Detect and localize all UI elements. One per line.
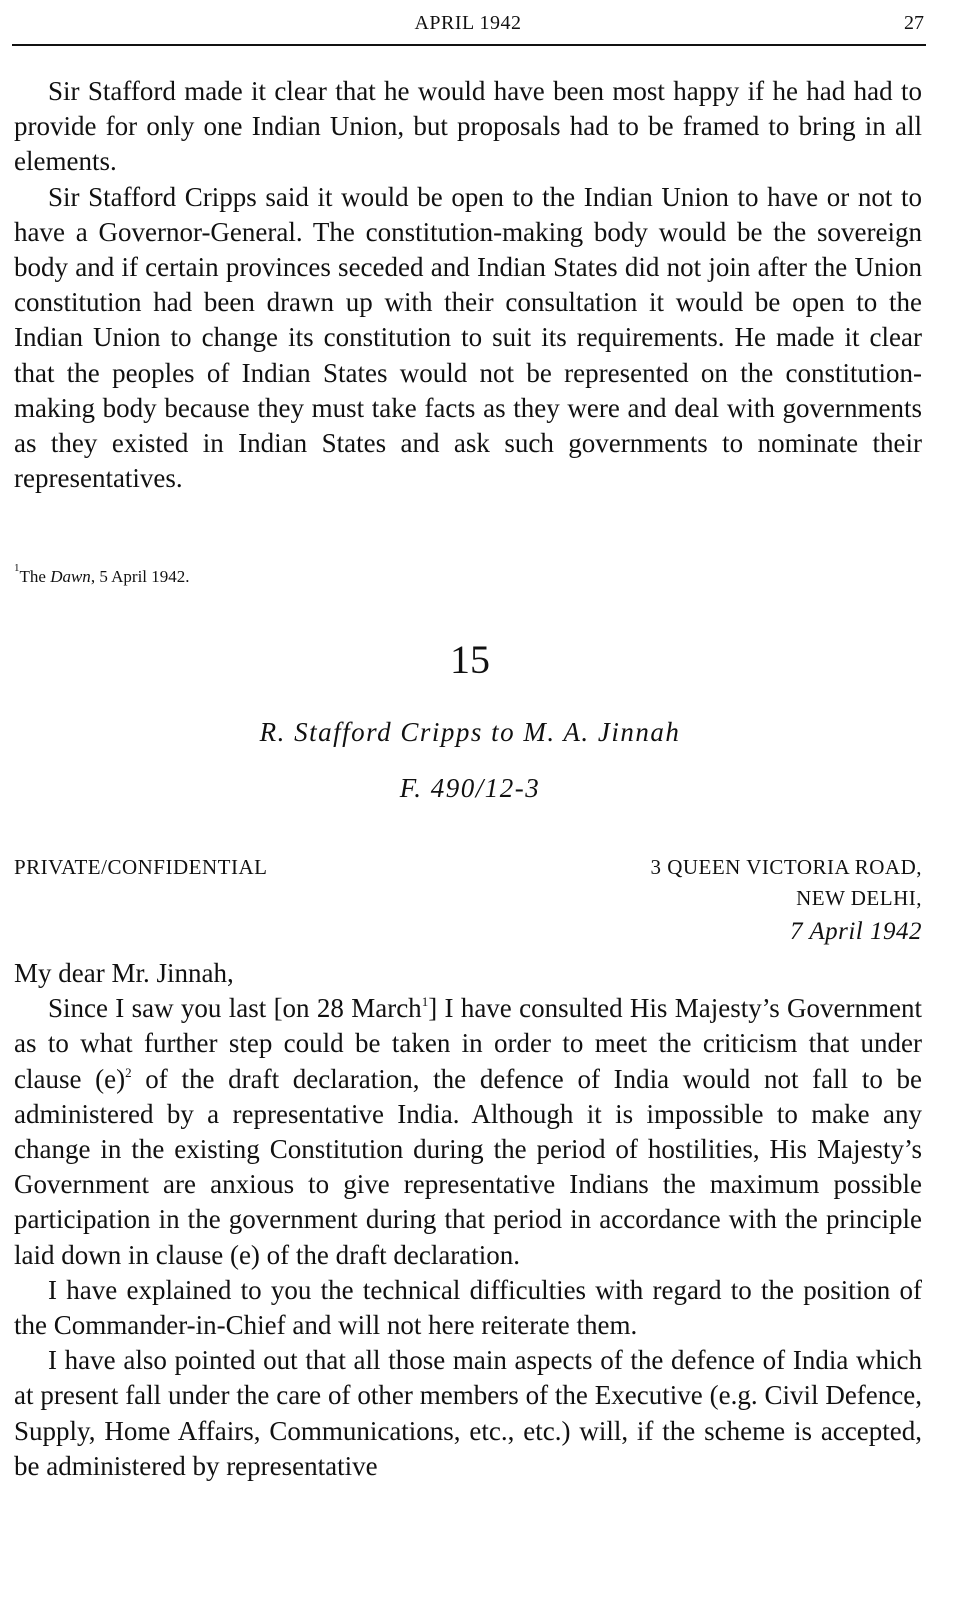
footnote-marker: 1	[14, 562, 20, 574]
running-title: APRIL 1942	[414, 12, 522, 34]
document-reference: F. 490/12-3	[399, 773, 541, 803]
address-line: NEW DELHI,	[796, 886, 922, 910]
footnote-source: Dawn	[50, 567, 91, 586]
document-number: 15	[450, 637, 490, 682]
footnote-prefix: The	[19, 567, 51, 586]
footnote	[14, 562, 190, 588]
sender-address	[650, 852, 922, 950]
previous-document-text	[14, 74, 922, 496]
paragraph	[14, 991, 922, 1273]
footnote-suffix: , 5 April 1942.	[90, 567, 190, 586]
footnote-marker: 1	[421, 994, 429, 1010]
classification-label: PRIVATE/CONFIDENTIAL	[14, 855, 268, 879]
salutation: My dear Mr. Jinnah,	[14, 958, 234, 988]
paragraph: I have also pointed out that all those main aspects of the defence of India which at present fall under the care of other members of the Executive (e.g. Civil Defence, Supply, Home Affairs, Communications, etc., etc.) will, if the scheme is accepted, be administered by representative	[14, 1345, 922, 1481]
paragraph: Sir Stafford Cripps said it would be open to the Indian Union to have or not to have a Governor-General. The constitution-making body would be the sovereign body and if certain provinces seceded and Indian States did not join after the Union constitution had been drawn up with their consultation it would be open to the Indian Union to change its constitution to suit its requirements. He made it clear that the peoples of Indian States would not be represented on the constitution-making body because they must take facts as they were and deal with governments as they existed in Indian States and ask such governments to nominate their representatives.	[14, 181, 922, 494]
paragraph: Sir Stafford made it clear that he would have been most happy if he had had to provide for only one Indian Union, but proposals had to be framed to bring in all elements.	[14, 76, 922, 177]
letter-body	[14, 956, 922, 1484]
paragraph-text: Since I saw you last [on 28 March	[48, 993, 422, 1024]
paragraph-text: of the draft declaration, the defence of India would not fall to be administered by a representative India. Although it is impossible to make any change in the existing Constitution during the period of hostilities, His Majesty’s Government are anxious to give representative Indians the maximum possible participation in the government during that period in accordance with the principle laid down in clause (e) of the draft declaration.	[14, 1063, 922, 1270]
letter-date: 7 April 1942	[790, 918, 922, 945]
document-title: R. Stafford Cripps to M. A. Jinnah	[259, 717, 681, 747]
paragraph-text: ] I have consulted His Majesty’s Government as to what further step could be taken in order to meet the criticism that under clause (e)	[14, 993, 923, 1094]
paragraph: I have explained to you the technical difficulties with regard to the position of the Commander-in-Chief and will not here reiterate them.	[14, 1274, 922, 1341]
page-number: 27	[904, 12, 924, 34]
address-line: 3 QUEEN VICTORIA ROAD,	[650, 855, 922, 879]
footnote-marker: 2	[125, 1064, 132, 1080]
header-rule	[12, 44, 926, 46]
running-header	[12, 8, 924, 38]
